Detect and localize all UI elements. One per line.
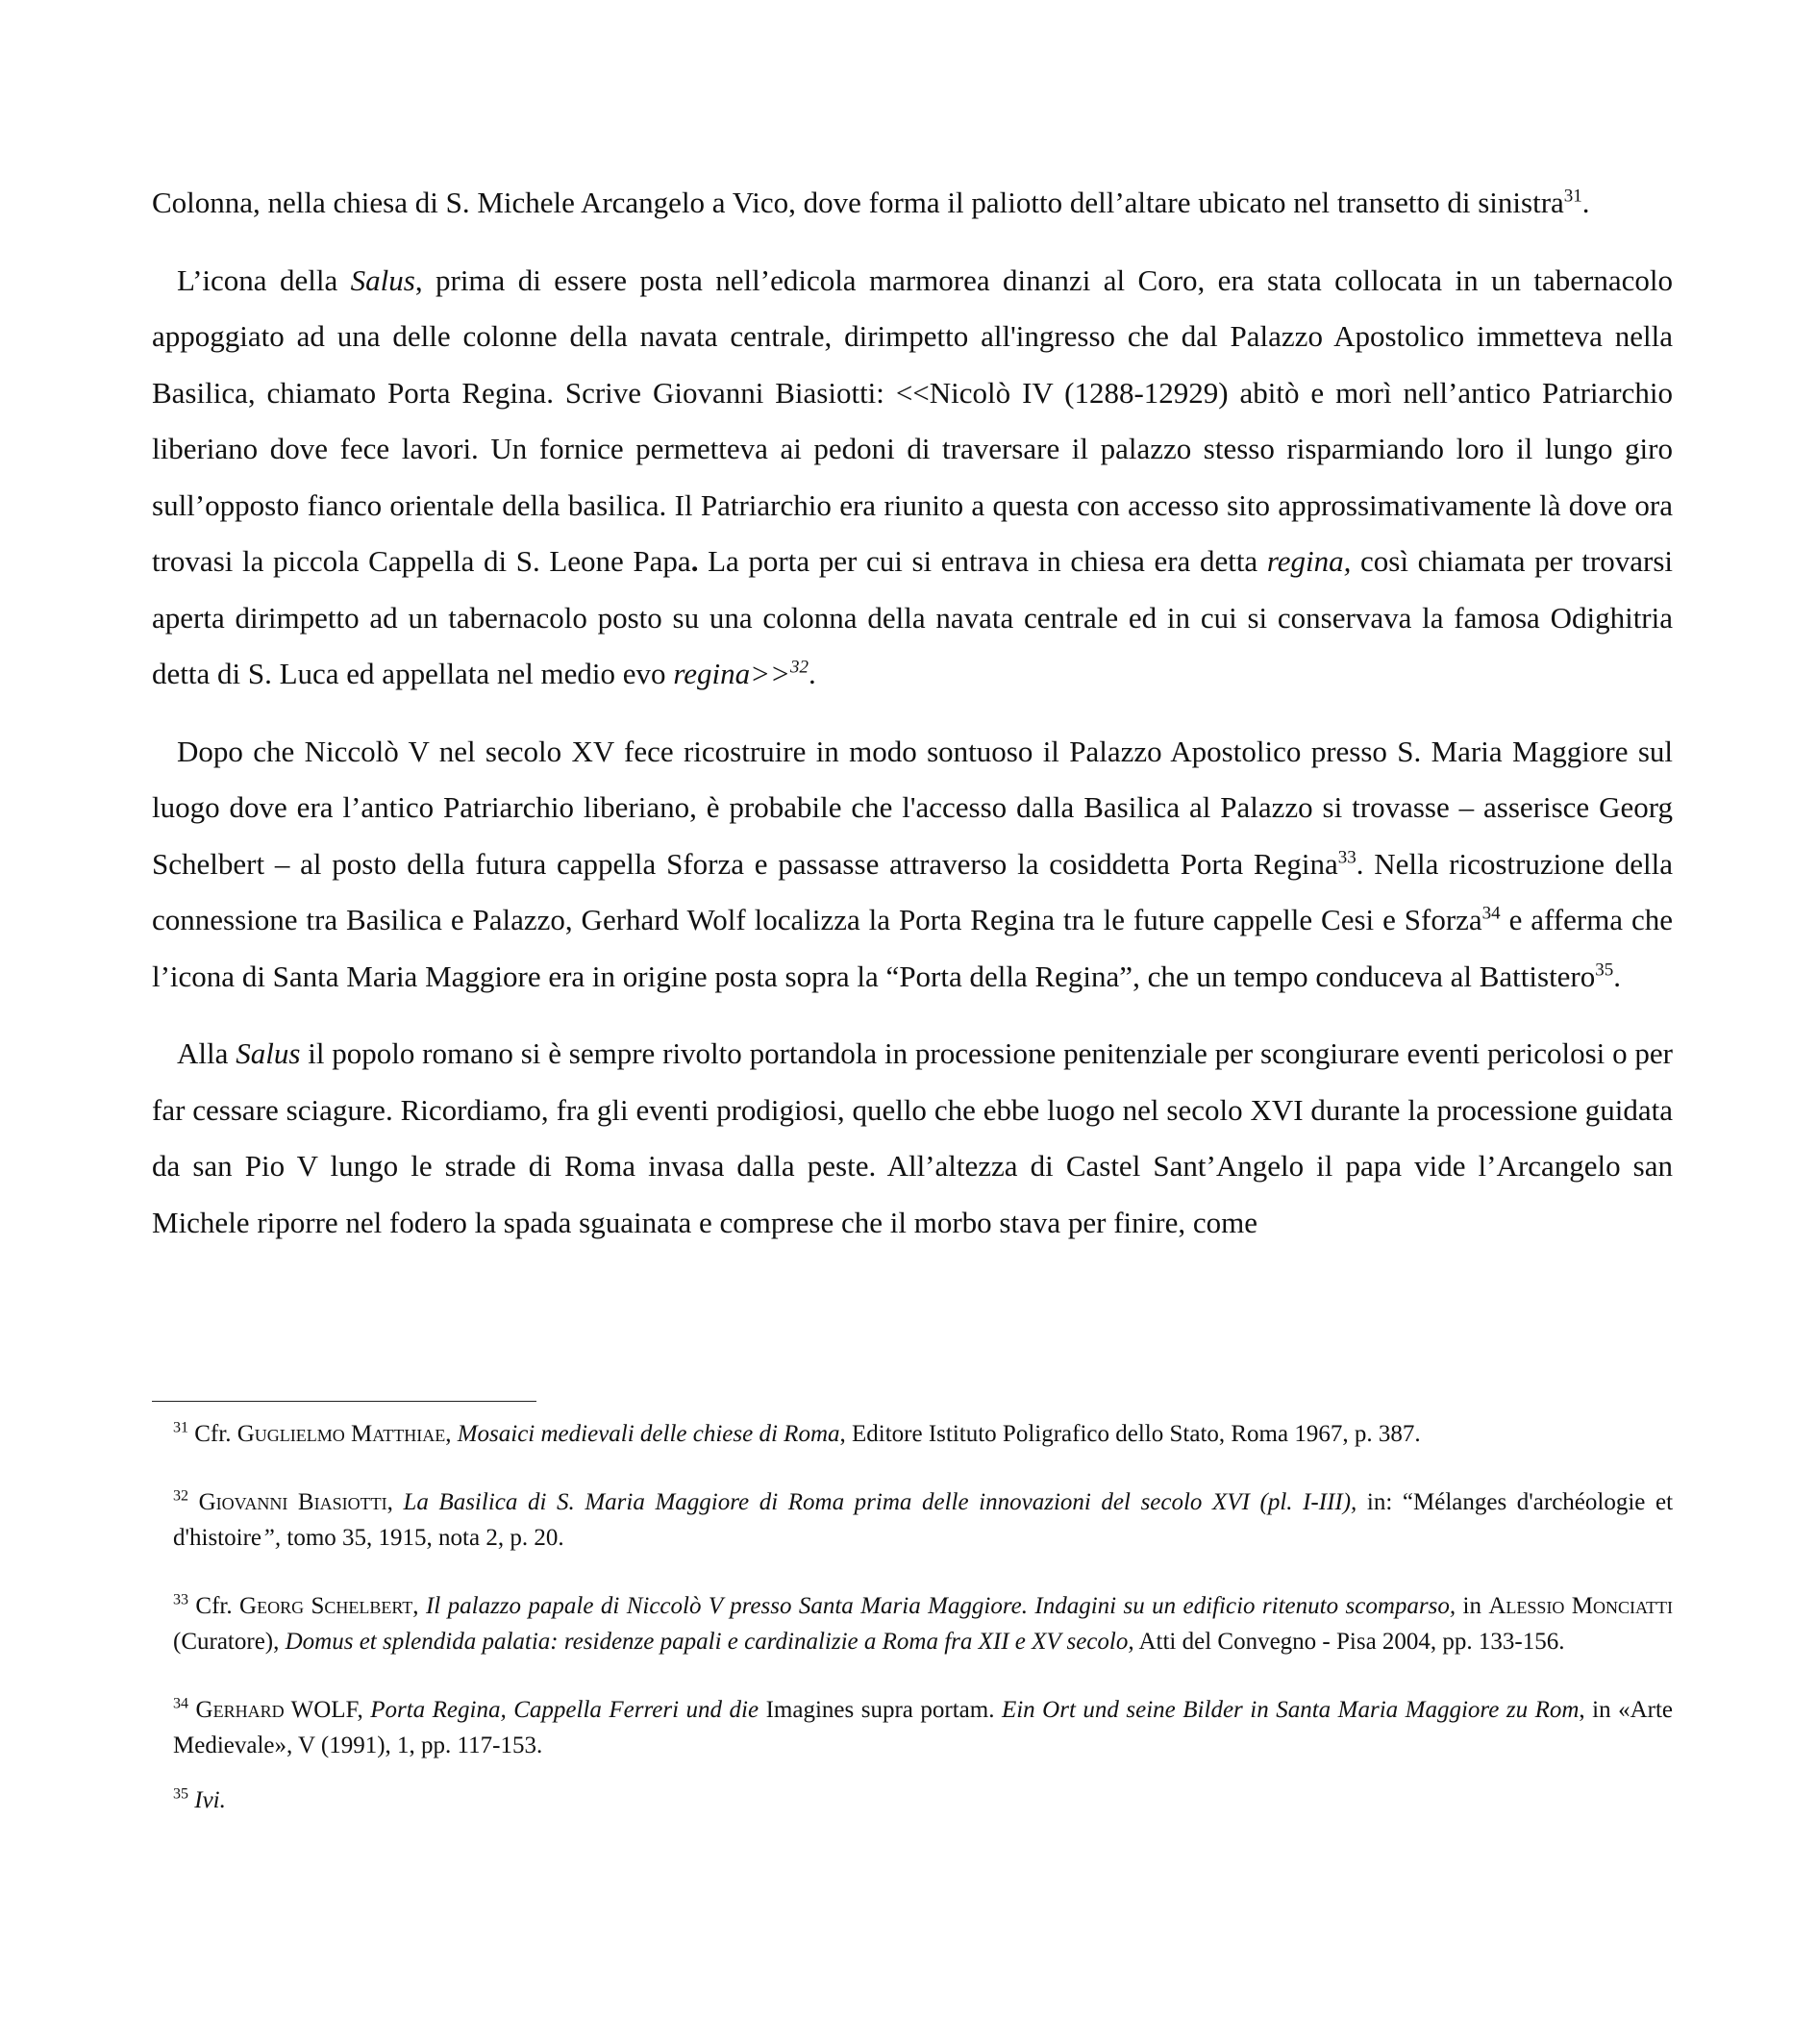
footnote-35: $^{35}$ Ivi. <box>173 1785 226 1813</box>
paragraph-4: Alla Salus il popolo romano si è sempre rivolto portandola in processione penitenziale per scongiurare eventi pericolosi o per far cessare sciagure. Ricordiamo, fra gli eventi prodigiosi, quello che ebbe luogo nel secolo XVI durante la processione guidata da san Pio V lungo le strade di Roma invasa dalla peste. All’altezza di Castel Sant’Angelo il papa vide l’Arcangelo san Michele riporre nel fodero la spada sguainata e comprese che il morbo stava per finire, come <box>152 1036 1673 1239</box>
paragraph-2: L’icona della Salus, prima di essere posta nell’edicola marmorea dinanzi al Coro, era stata collocata in un tabernacolo appoggiato ad una delle colonne della navata centrale, dirimpetto all'ingresso che dal Palazzo Apostolico immetteva nella Basilica, chiamato Porta Regina. Scrive Giovanni Biasiotti: <<Nicolò IV (1288-12929) abitò e morì nell’antico Patriarchio liberiano dove fece lavori. Un fornice permetteva ai pedoni di traversare il palazzo stesso risparmiando loro il lungo giro sull’opposto fianco orientale della basilica. Il Patriarchio era riunito a questa con accesso sito approssimativamente là dove ora trovasi la piccola Cappella di S. Leone Papa. La porta per cui si entrava in chiesa era detta regina, così chiamata per trovarsi aperta dirimpetto ad un tabernacolo posto su una colonna della navata centrale ed in cui si conservava la famosa Odighitria detta di S. Luca ed appellata nel medio evo regina>>$^{32}$. <box>152 262 1674 690</box>
footnote-ref-31[interactable]: 31 <box>1563 186 1582 207</box>
footnote-32: $^{32}$ Giovanni Biasiotti, La Basilica di S. Maria Maggiore di Roma prima delle innovazioni del secolo XVI (pl. I-III), in: “Mélanges d'archéologie et d'histoire”, tomo 35, 1915, nota 2, p. 20. <box>173 1487 1674 1551</box>
paragraph-1: Colonna, nella chiesa di S. Michele Arcangelo a Vico, dove forma il paliotto dell’altare ubicato nel transetto di sinistra$^{31}$. <box>152 186 1590 219</box>
footnote-ref-33[interactable]: 33 <box>1337 847 1357 868</box>
footnote-31: $^{31}$ Cfr. Guglielmo Matthiae, Mosaici medievali delle chiese di Roma, Editore Istituto Poligrafico dello Stato, Roma 1967, p. 387. <box>173 1419 1421 1447</box>
footnote-ref-32[interactable]: 32 <box>789 657 809 678</box>
footnote-separator <box>152 1401 536 1402</box>
footnote-34: $^{34}$ Gerhard WOLF, Porta Regina, Cappella Ferreri und die Imagines supra portam. Ein Ort und seine Bilder in Santa Maria Maggiore zu Rom, in «Arte Medievale», V (1991), 1, pp. 117-153. <box>173 1695 1674 1758</box>
paragraph-3: Dopo che Niccolò V nel secolo XV fece ricostruire in modo sontuoso il Palazzo Apostolico presso S. Maria Maggiore sul luogo dove era l’antico Patriarchio liberiano, è probabile che l'accesso dalla Basilica al Palazzo si trovasse – asserisce Georg Schelbert – al posto della futura cappella Sforza e passasse attraverso la cosiddetta Porta Regina$^{33}$. Nella ricostruzione della connessione tra Basilica e Palazzo, Gerhard Wolf localizza la Porta Regina tra le future cappelle Cesi e Sforza$^{34}$ e afferma che l’icona di Santa Maria Maggiore era in origine posta sopra la “Porta della Regina”, che un tempo conduceva al Battistero$^{35}$. <box>152 734 1674 993</box>
body-text <box>152 175 1673 1251</box>
footnote-33: $^{33}$ Cfr. Georg Schelbert, Il palazzo papale di Niccolò V presso Santa Maria Maggiore. Indagini su un edificio ritenuto scomparso, in Alessio Monciatti (Curatore), Domus et splendida palatia: residenze papali e cardinalizie a Roma fra XII e XV secolo, Atti del Convegno - Pisa 2004, pp. 133-156. <box>173 1591 1674 1655</box>
footnote-ref-34[interactable]: 34 <box>1481 903 1501 924</box>
footnotes <box>152 1416 1673 1818</box>
footnote-ref-35[interactable]: 35 <box>1595 960 1614 981</box>
